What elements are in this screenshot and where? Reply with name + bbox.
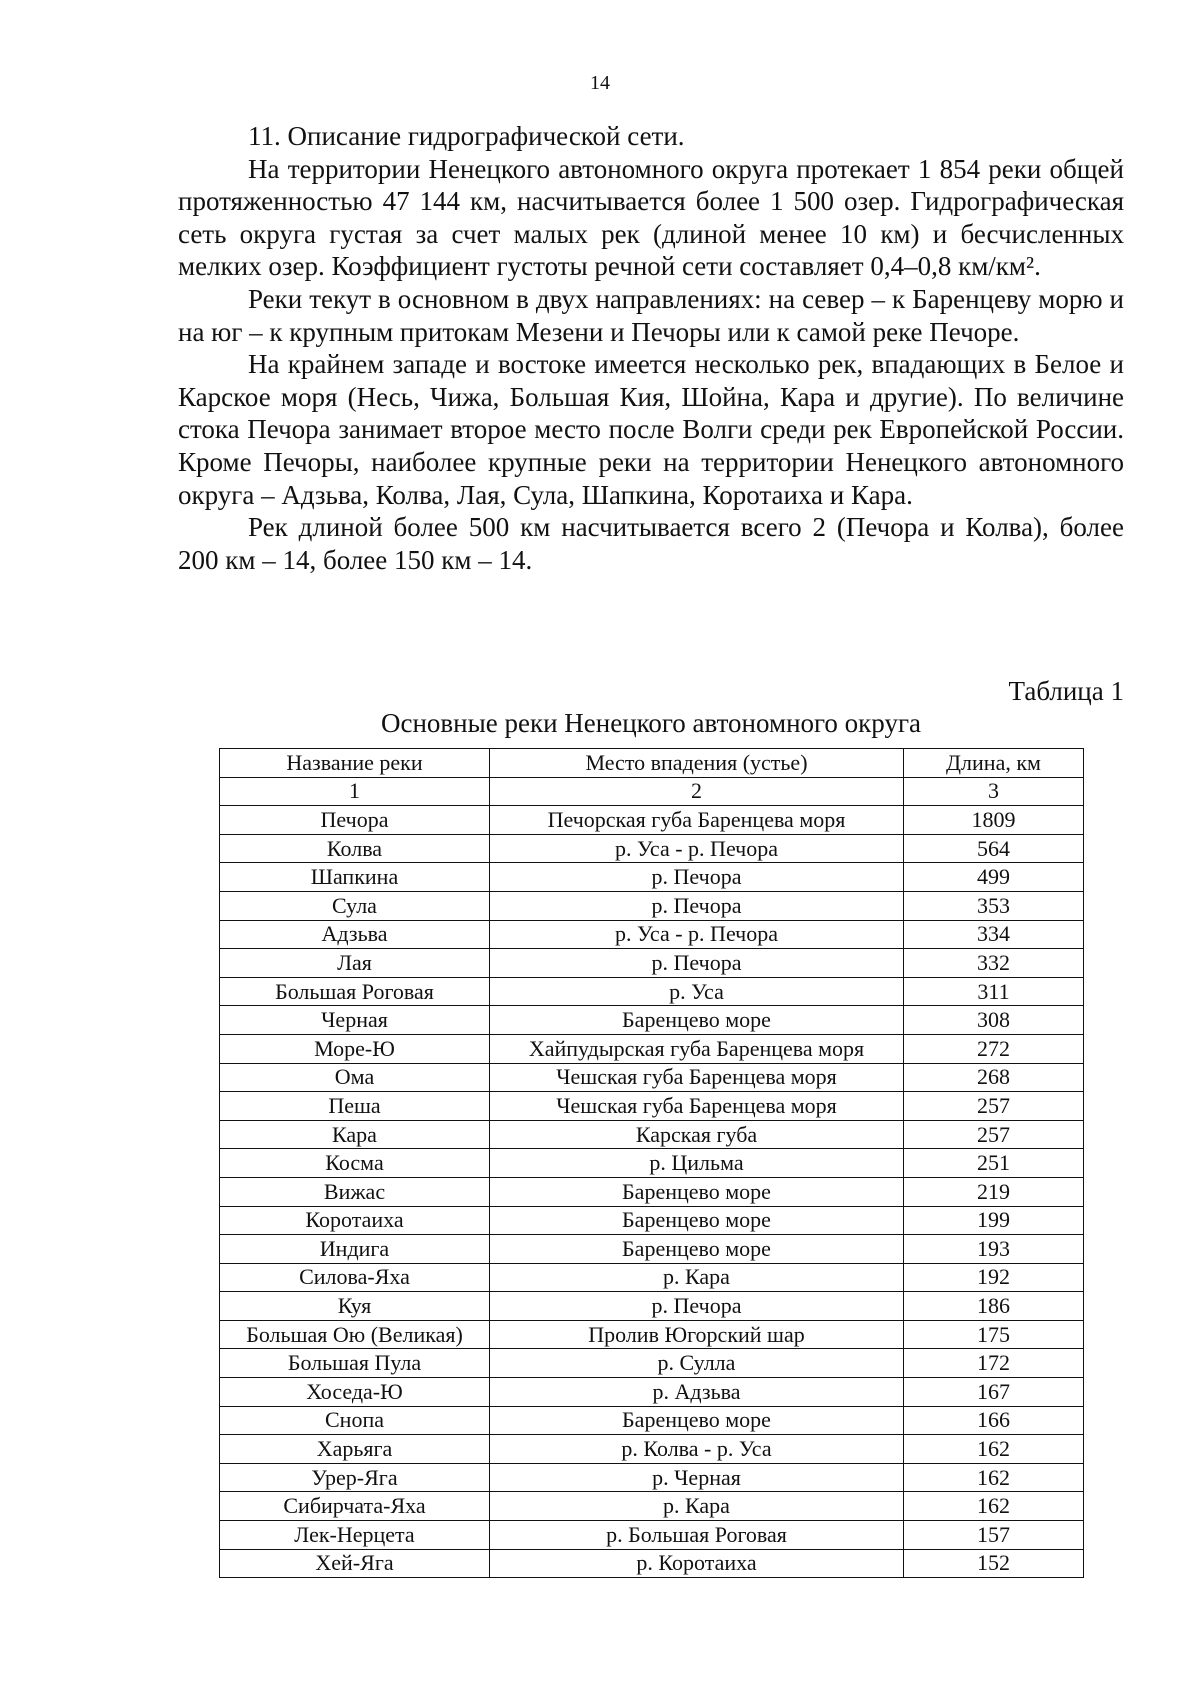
table-header-row [220,749,1084,778]
table-row [220,1235,1084,1264]
river-name-cell: Урер-Яга [220,1463,490,1492]
river-mouth-cell: Баренцево море [490,1177,904,1206]
river-mouth-cell: р. Цильма [490,1149,904,1178]
table-row [220,1177,1084,1206]
table-row [220,1320,1084,1349]
river-mouth-cell: Хайпудырская губа Баренцева моря [490,1034,904,1063]
river-mouth-cell: р. Уса - р. Печора [490,834,904,863]
header-river-name: Название реки [220,749,490,778]
table-row [220,1034,1084,1063]
river-length-cell: 192 [904,1263,1084,1292]
paragraph: На крайнем западе и востоке имеется несколько рек, впадающих в Белое и Карское моря (Несь, Чижа, Большая Кия, Шойна, Кара и другие). По величине стока Печора занимает второе место после Волги среди рек Европейской России. Кроме Печоры, наиболее крупные реки на территории Ненецкого автономного округа – Адзьва, Колва, Лая, Сула, Шапкина, Коротаиха и Кара. [178,349,1124,510]
river-length-cell: 166 [904,1406,1084,1435]
river-name-cell: Море-Ю [220,1034,490,1063]
table-row [220,806,1084,835]
table-row [220,920,1084,949]
river-length-cell: 268 [904,1063,1084,1092]
river-name-cell: Сибирчата-Яха [220,1492,490,1521]
river-length-cell: 308 [904,1006,1084,1035]
table-body [220,806,1084,1578]
river-length-cell: 186 [904,1292,1084,1321]
table-label: Таблица 1 [1008,676,1124,706]
river-length-cell: 257 [904,1120,1084,1149]
river-length-cell: 353 [904,891,1084,920]
river-mouth-cell: р. Черная [490,1463,904,1492]
river-mouth-cell: Чешская губа Баренцева моря [490,1063,904,1092]
table-row [220,977,1084,1006]
river-name-cell: Адзьва [220,920,490,949]
river-length-cell: 162 [904,1435,1084,1464]
river-mouth-cell: р. Кара [490,1263,904,1292]
river-name-cell: Снопа [220,1406,490,1435]
river-mouth-cell: Баренцево море [490,1006,904,1035]
river-length-cell: 172 [904,1349,1084,1378]
table-row [220,834,1084,863]
river-name-cell: Большая Пула [220,1349,490,1378]
page-number: 14 [590,72,610,94]
river-length-cell: 162 [904,1463,1084,1492]
header-river-length: Длина, км [904,749,1084,778]
table-row [220,1549,1084,1578]
river-name-cell: Черная [220,1006,490,1035]
paragraph: Рек длиной более 500 км насчитывается всего 2 (Печора и Колва), более 200 км – 14, более 150 км – 14. [178,512,1124,575]
table-row [220,1063,1084,1092]
river-length-cell: 167 [904,1378,1084,1407]
table-row [220,1463,1084,1492]
river-length-cell: 199 [904,1206,1084,1235]
table-row [220,1349,1084,1378]
river-mouth-cell: р. Уса - р. Печора [490,920,904,949]
river-mouth-cell: р. Уса [490,977,904,1006]
river-mouth-cell: р. Печора [490,949,904,978]
river-length-cell: 272 [904,1034,1084,1063]
header-river-mouth: Место впадения (устье) [490,749,904,778]
section-heading: 11. Описание гидрографической сети. [248,121,685,151]
river-mouth-cell: р. Сулла [490,1349,904,1378]
river-length-cell: 564 [904,834,1084,863]
river-name-cell: Большая Ою (Великая) [220,1320,490,1349]
river-length-cell: 332 [904,949,1084,978]
river-length-cell: 334 [904,920,1084,949]
table-row [220,1092,1084,1121]
table-row [220,1406,1084,1435]
table-row [220,1521,1084,1550]
table-row [220,1120,1084,1149]
river-name-cell: Хоседа-Ю [220,1378,490,1407]
river-length-cell: 219 [904,1177,1084,1206]
column-number: 3 [904,777,1084,806]
river-name-cell: Силова-Яха [220,1263,490,1292]
river-length-cell: 257 [904,1092,1084,1121]
river-mouth-cell: р. Коротаиха [490,1549,904,1578]
river-length-cell: 175 [904,1320,1084,1349]
column-number: 1 [220,777,490,806]
river-name-cell: Хей-Яга [220,1549,490,1578]
river-name-cell: Пеша [220,1092,490,1121]
river-name-cell: Индига [220,1235,490,1264]
river-length-cell: 499 [904,863,1084,892]
river-mouth-cell: р. Большая Роговая [490,1521,904,1550]
river-name-cell: Куя [220,1292,490,1321]
column-number: 2 [490,777,904,806]
paragraph: Реки текут в основном в двух направлениях: на север – к Баренцеву морю и на юг – к крупным притокам Мезени и Печоры или к самой реке Печоре. [178,283,1124,347]
river-length-cell: 251 [904,1149,1084,1178]
river-name-cell: Колва [220,834,490,863]
river-name-cell: Лек-Нерцета [220,1521,490,1550]
river-name-cell: Сула [220,891,490,920]
table-row [220,1435,1084,1464]
river-name-cell: Вижас [220,1177,490,1206]
rivers-table [219,748,1084,1578]
river-mouth-cell: Пролив Югорский шар [490,1320,904,1349]
river-name-cell: Коротаиха [220,1206,490,1235]
river-mouth-cell: Баренцево море [490,1406,904,1435]
table-row [220,949,1084,978]
river-mouth-cell: р. Печора [490,1292,904,1321]
river-mouth-cell: р. Кара [490,1492,904,1521]
river-mouth-cell: Чешская губа Баренцева моря [490,1092,904,1121]
river-name-cell: Шапкина [220,863,490,892]
river-length-cell: 152 [904,1549,1084,1578]
table-row [220,1006,1084,1035]
river-mouth-cell: р. Колва - р. Уса [490,1435,904,1464]
table-row [220,1263,1084,1292]
table-row [220,1206,1084,1235]
body-text [178,120,1124,576]
river-mouth-cell: р. Печора [490,891,904,920]
river-name-cell: Косма [220,1149,490,1178]
table-row [220,1149,1084,1178]
table-row [220,1378,1084,1407]
river-length-cell: 162 [904,1492,1084,1521]
table-row [220,863,1084,892]
table-title: Основные реки Ненецкого автономного округа [380,708,921,738]
river-name-cell: Харьяга [220,1435,490,1464]
paragraph: На территории Ненецкого автономного округа протекает 1 854 реки общей протяженностью 47 144 км, насчитывается более 1 500 озер. Гидрографическая сеть округа густая за счет малых рек (длиной менее 10 км) и бесчисленных мелких озер. Коэффициент густоты речной сети составляет 0,4–0,8 км/км². [178,153,1124,282]
river-name-cell: Ома [220,1063,490,1092]
river-length-cell: 193 [904,1235,1084,1264]
river-length-cell: 1809 [904,806,1084,835]
river-mouth-cell: Баренцево море [490,1235,904,1264]
river-name-cell: Печора [220,806,490,835]
table-column-number-row [220,777,1084,806]
river-name-cell: Кара [220,1120,490,1149]
river-name-cell: Большая Роговая [220,977,490,1006]
river-length-cell: 311 [904,977,1084,1006]
river-name-cell: Лая [220,949,490,978]
river-mouth-cell: Карская губа [490,1120,904,1149]
table-row [220,1492,1084,1521]
table-row [220,1292,1084,1321]
river-mouth-cell: р. Адзьва [490,1378,904,1407]
river-mouth-cell: Баренцево море [490,1206,904,1235]
river-mouth-cell: р. Печора [490,863,904,892]
river-mouth-cell: Печорская губа Баренцева моря [490,806,904,835]
table-row [220,891,1084,920]
river-length-cell: 157 [904,1521,1084,1550]
